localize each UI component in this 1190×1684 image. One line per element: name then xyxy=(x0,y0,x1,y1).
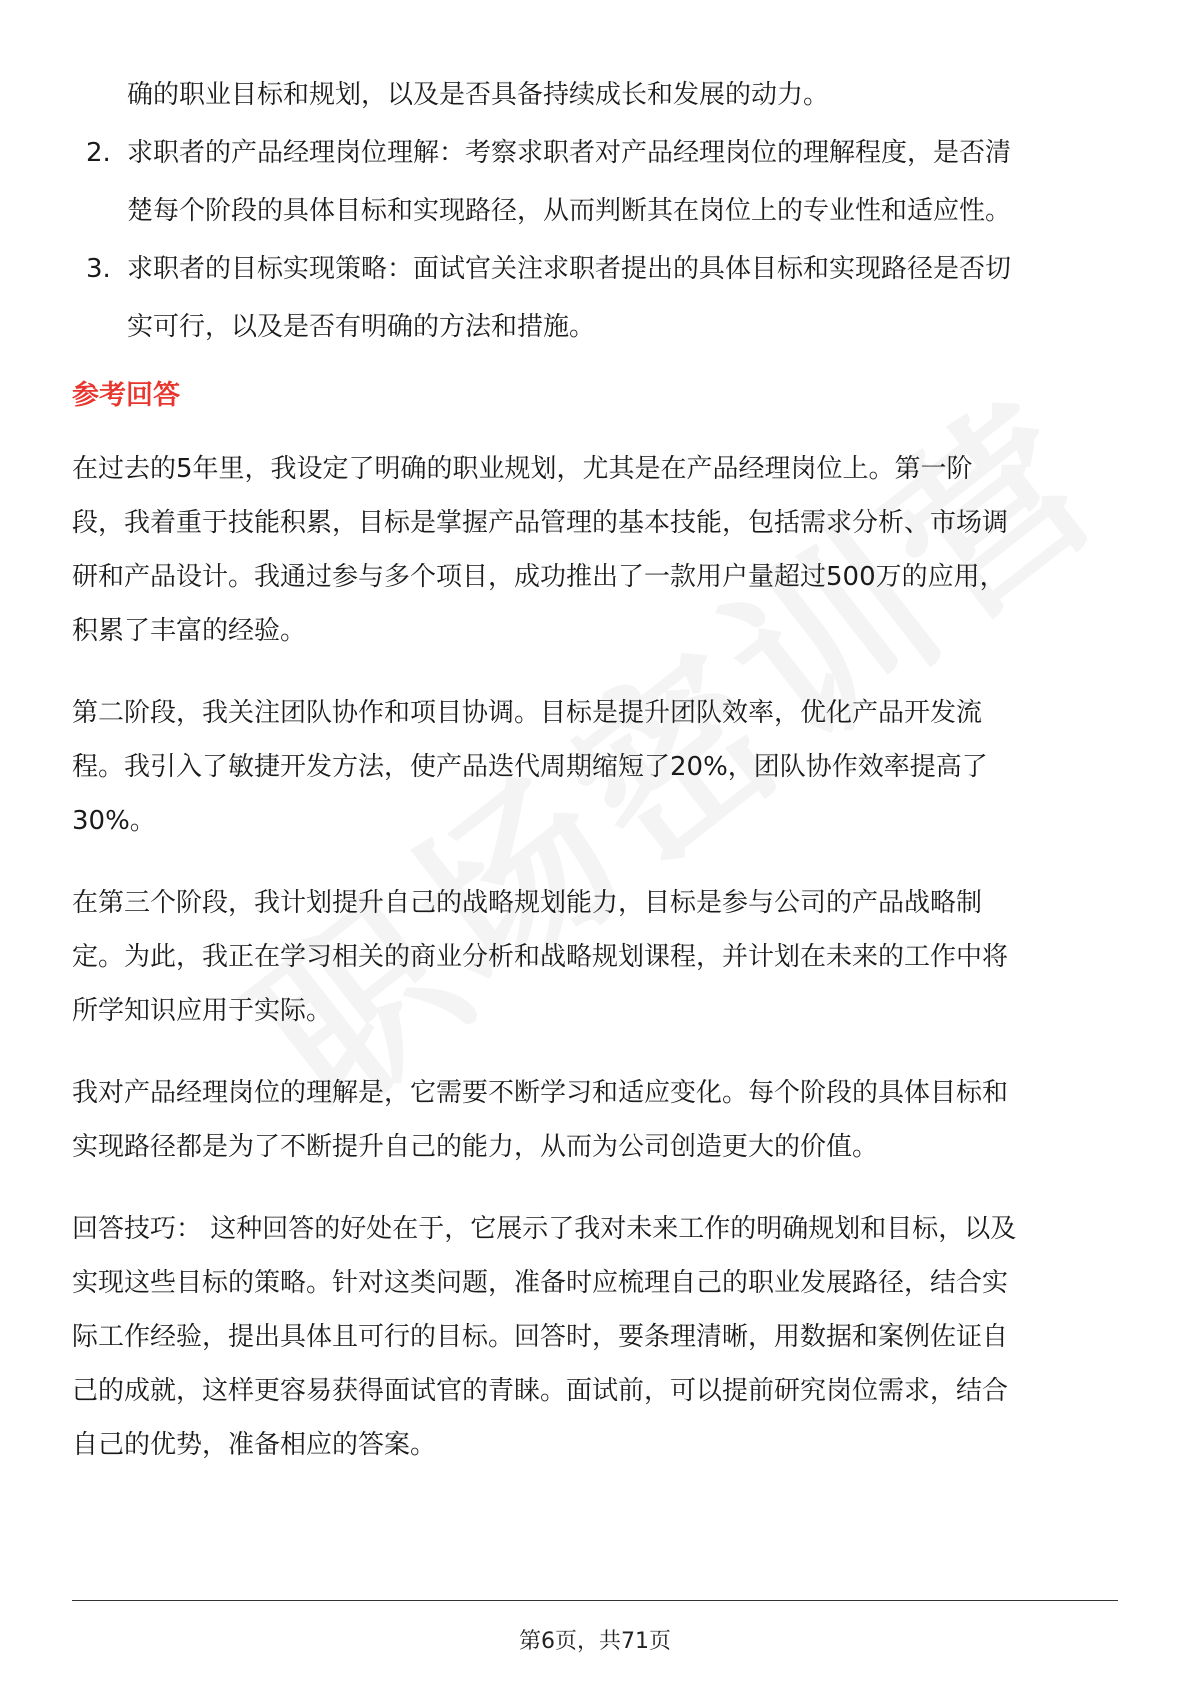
section-title: 参考回答 xyxy=(72,380,180,411)
answer-paragraph xyxy=(72,1066,1118,1174)
paragraph-line: 在第三个阶段，我计划提升自己的战略规划能力，目标是参与公司的产品战略制 xyxy=(72,888,983,918)
page-number: 第6页，共71页 xyxy=(519,1629,671,1654)
paragraph-line: 我对产品经理岗位的理解是，它需要不断学习和适应变化。每个阶段的具体目标和 xyxy=(72,1078,1009,1108)
list-item-text: 实可行，以及是否有明确的方法和措施。 xyxy=(127,312,596,342)
footer-divider xyxy=(72,1600,1118,1601)
paragraph-line: 际工作经验，提出具体且可行的目标。回答时，要条理清晰，用数据和案例佐证自 xyxy=(72,1322,1009,1352)
answer-paragraph xyxy=(72,1202,1118,1472)
answer-paragraph xyxy=(72,686,1118,848)
paragraph-line: 研和产品设计。我通过参与多个项目，成功推出了一款用户量超过500万的应用， xyxy=(72,562,1006,592)
list-item-text: 楚每个阶段的具体目标和实现路径，从而判断其在岗位上的专业性和适应性。 xyxy=(127,196,1012,226)
list-number: 2. xyxy=(86,138,111,168)
list-item-line xyxy=(72,182,1118,240)
paragraph-line: 在过去的5年里，我设定了明确的职业规划，尤其是在产品经理岗位上。第一阶 xyxy=(72,454,973,484)
paragraph-line: 程。我引入了敏捷开发方法，使产品迭代周期缩短了20%，团队协作效率提高了 xyxy=(72,752,988,782)
list-number xyxy=(72,298,127,356)
list-number: 3. xyxy=(86,254,111,284)
paragraph-line: 实现这些目标的策略。针对这类问题，准备时应梳理自己的职业发展路径，结合实 xyxy=(72,1268,1009,1298)
paragraph-line: 积累了丰富的经验。 xyxy=(72,616,307,646)
list-item-line xyxy=(72,298,1118,356)
paragraph-line: 定。为此，我正在学习相关的商业分析和战略规划课程，并计划在未来的工作中将 xyxy=(72,942,1009,972)
list-item-line xyxy=(72,124,1118,182)
list-continuation-line: 确的职业目标和规划，以及是否具备持续成长和发展的动力。 xyxy=(127,80,830,110)
list-item-line xyxy=(72,240,1118,298)
list-item-text: 求职者的产品经理岗位理解：考察求职者对产品经理岗位的理解程度，是否清 xyxy=(127,138,1012,168)
paragraph-line: 段，我着重于技能积累，目标是掌握产品管理的基本技能，包括需求分析、市场调 xyxy=(72,508,1009,538)
list-item-text: 求职者的目标实现策略：面试官关注求职者提出的具体目标和实现路径是否切 xyxy=(127,254,1012,284)
answer-paragraph xyxy=(72,442,1118,658)
answer-paragraph xyxy=(72,876,1118,1038)
page-content xyxy=(72,66,1118,1500)
paragraph-line: 己的成就，这样更容易获得面试官的青睐。面试前，可以提前研究岗位需求，结合 xyxy=(72,1376,1009,1406)
paragraph-line: 回答技巧： 这种回答的好处在于，它展示了我对未来工作的明确规划和目标，以及 xyxy=(72,1214,1017,1244)
numbered-list xyxy=(72,124,1118,356)
paragraph-line: 30%。 xyxy=(72,806,156,836)
list-number xyxy=(72,182,127,240)
paragraph-line: 实现路径都是为了不断提升自己的能力，从而为公司创造更大的价值。 xyxy=(72,1132,879,1162)
paragraph-line: 第二阶段，我关注团队协作和项目协调。目标是提升团队效率，优化产品开发流 xyxy=(72,698,983,728)
paragraph-line: 自己的优势，准备相应的答案。 xyxy=(72,1430,437,1460)
answer-body xyxy=(72,442,1118,1472)
paragraph-line: 所学知识应用于实际。 xyxy=(72,996,333,1026)
